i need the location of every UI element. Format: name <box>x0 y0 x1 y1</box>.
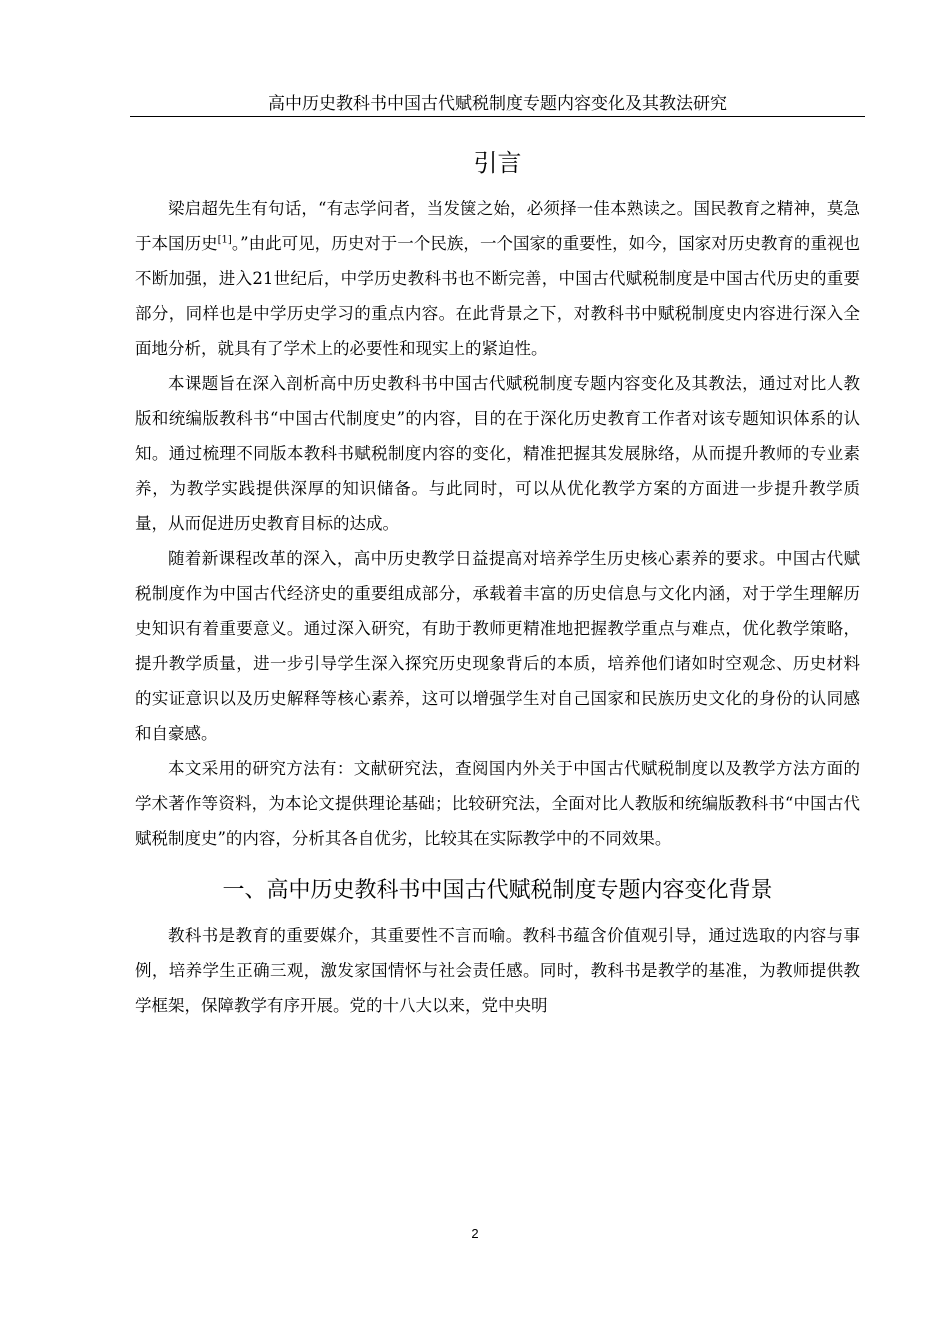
paragraph-intro-2: 本课题旨在深入剖析高中历史教科书中国古代赋税制度专题内容变化及其教法，通过对比人教版和统编版教科书“中国古代制度史”的内容，目的在于深化历史教育工作者对该专题知识体系的认知。通过梳理不同版本教科书赋税制度内容的变化，精准把握其发展脉络，从而提升教师的专业素养，为教学实践提供深厚的知识储备。与此同时，可以从优化教学方案的方面进一步提升教学质量，从而促进历史教育目标的达成。 <box>135 374 860 533</box>
page-content <box>135 145 860 1023</box>
section-title-1: 一、高中历史教科书中国古代赋税制度专题内容变化背景 <box>222 878 773 903</box>
paragraph-intro-1-text-a: 梁启超先生有句话，“有志学问者，当发箧之始，必须择一佳本熟读之。国民教育之精神，莫急于本国历史 <box>135 199 860 253</box>
paragraph-intro-4: 本文采用的研究方法有：文献研究法，查阅国内外关于中国古代赋税制度以及教学方法方面的学术著作等资料，为本论文提供理论基础；比较研究法，全面对比人教版和统编版教科书“中国古代赋税制度史”的内容，分析其各自优劣，比较其在实际教学中的不同效果。 <box>135 759 860 848</box>
paragraph-intro-1-text-b: 。”由此可见，历史对于一个民族，一个国家的重要性，如今，国家对历史教育的重视也不断加强，进入21世纪后，中学历史教科书也不断完善，中国古代赋税制度是中国古代历史的重要部分，同样也是中学历史学习的重点内容。在此背景之下，对教科书中赋税制度史内容进行深入全面地分析，就具有了学术上的必要性和现实上的紧迫性。 <box>135 234 861 358</box>
running-header: 高中历史教科书中国古代赋税制度专题内容变化及其教法研究 <box>268 94 727 114</box>
paragraph-intro-3: 随着新课程改革的深入，高中历史教学日益提高对培养学生历史核心素养的要求。中国古代赋税制度作为中国古代经济史的重要组成部分，承载着丰富的历史信息与文化内涵，对于学生理解历史知识有着重要意义。通过深入研究，有助于教师更精准地把握教学重点与难点，优化教学策略，提升教学质量，进一步引导学生深入探究历史现象背后的本质，培养他们诸如时空观念、历史材料的实证意识以及历史解释等核心素养，这可以增强学生对自己国家和民族历史文化的身份的认同感和自豪感。 <box>135 549 860 743</box>
page-number: 2 <box>471 1226 479 1241</box>
paragraph-section1-1: 教科书是教育的重要媒介，其重要性不言而喻。教科书蕴含价值观引导，通过选取的内容与事例，培养学生正确三观，激发家国情怀与社会责任感。同时，教科书是教学的基准，为教师提供教学框架，保障教学有序开展。党的十八大以来，党中央明 <box>135 926 860 1015</box>
section-title-intro: 引言 <box>473 149 522 177</box>
paragraph-intro-1 <box>135 191 860 366</box>
header-rule <box>130 116 865 117</box>
citation-ref[interactable]: [1] <box>217 234 232 246</box>
